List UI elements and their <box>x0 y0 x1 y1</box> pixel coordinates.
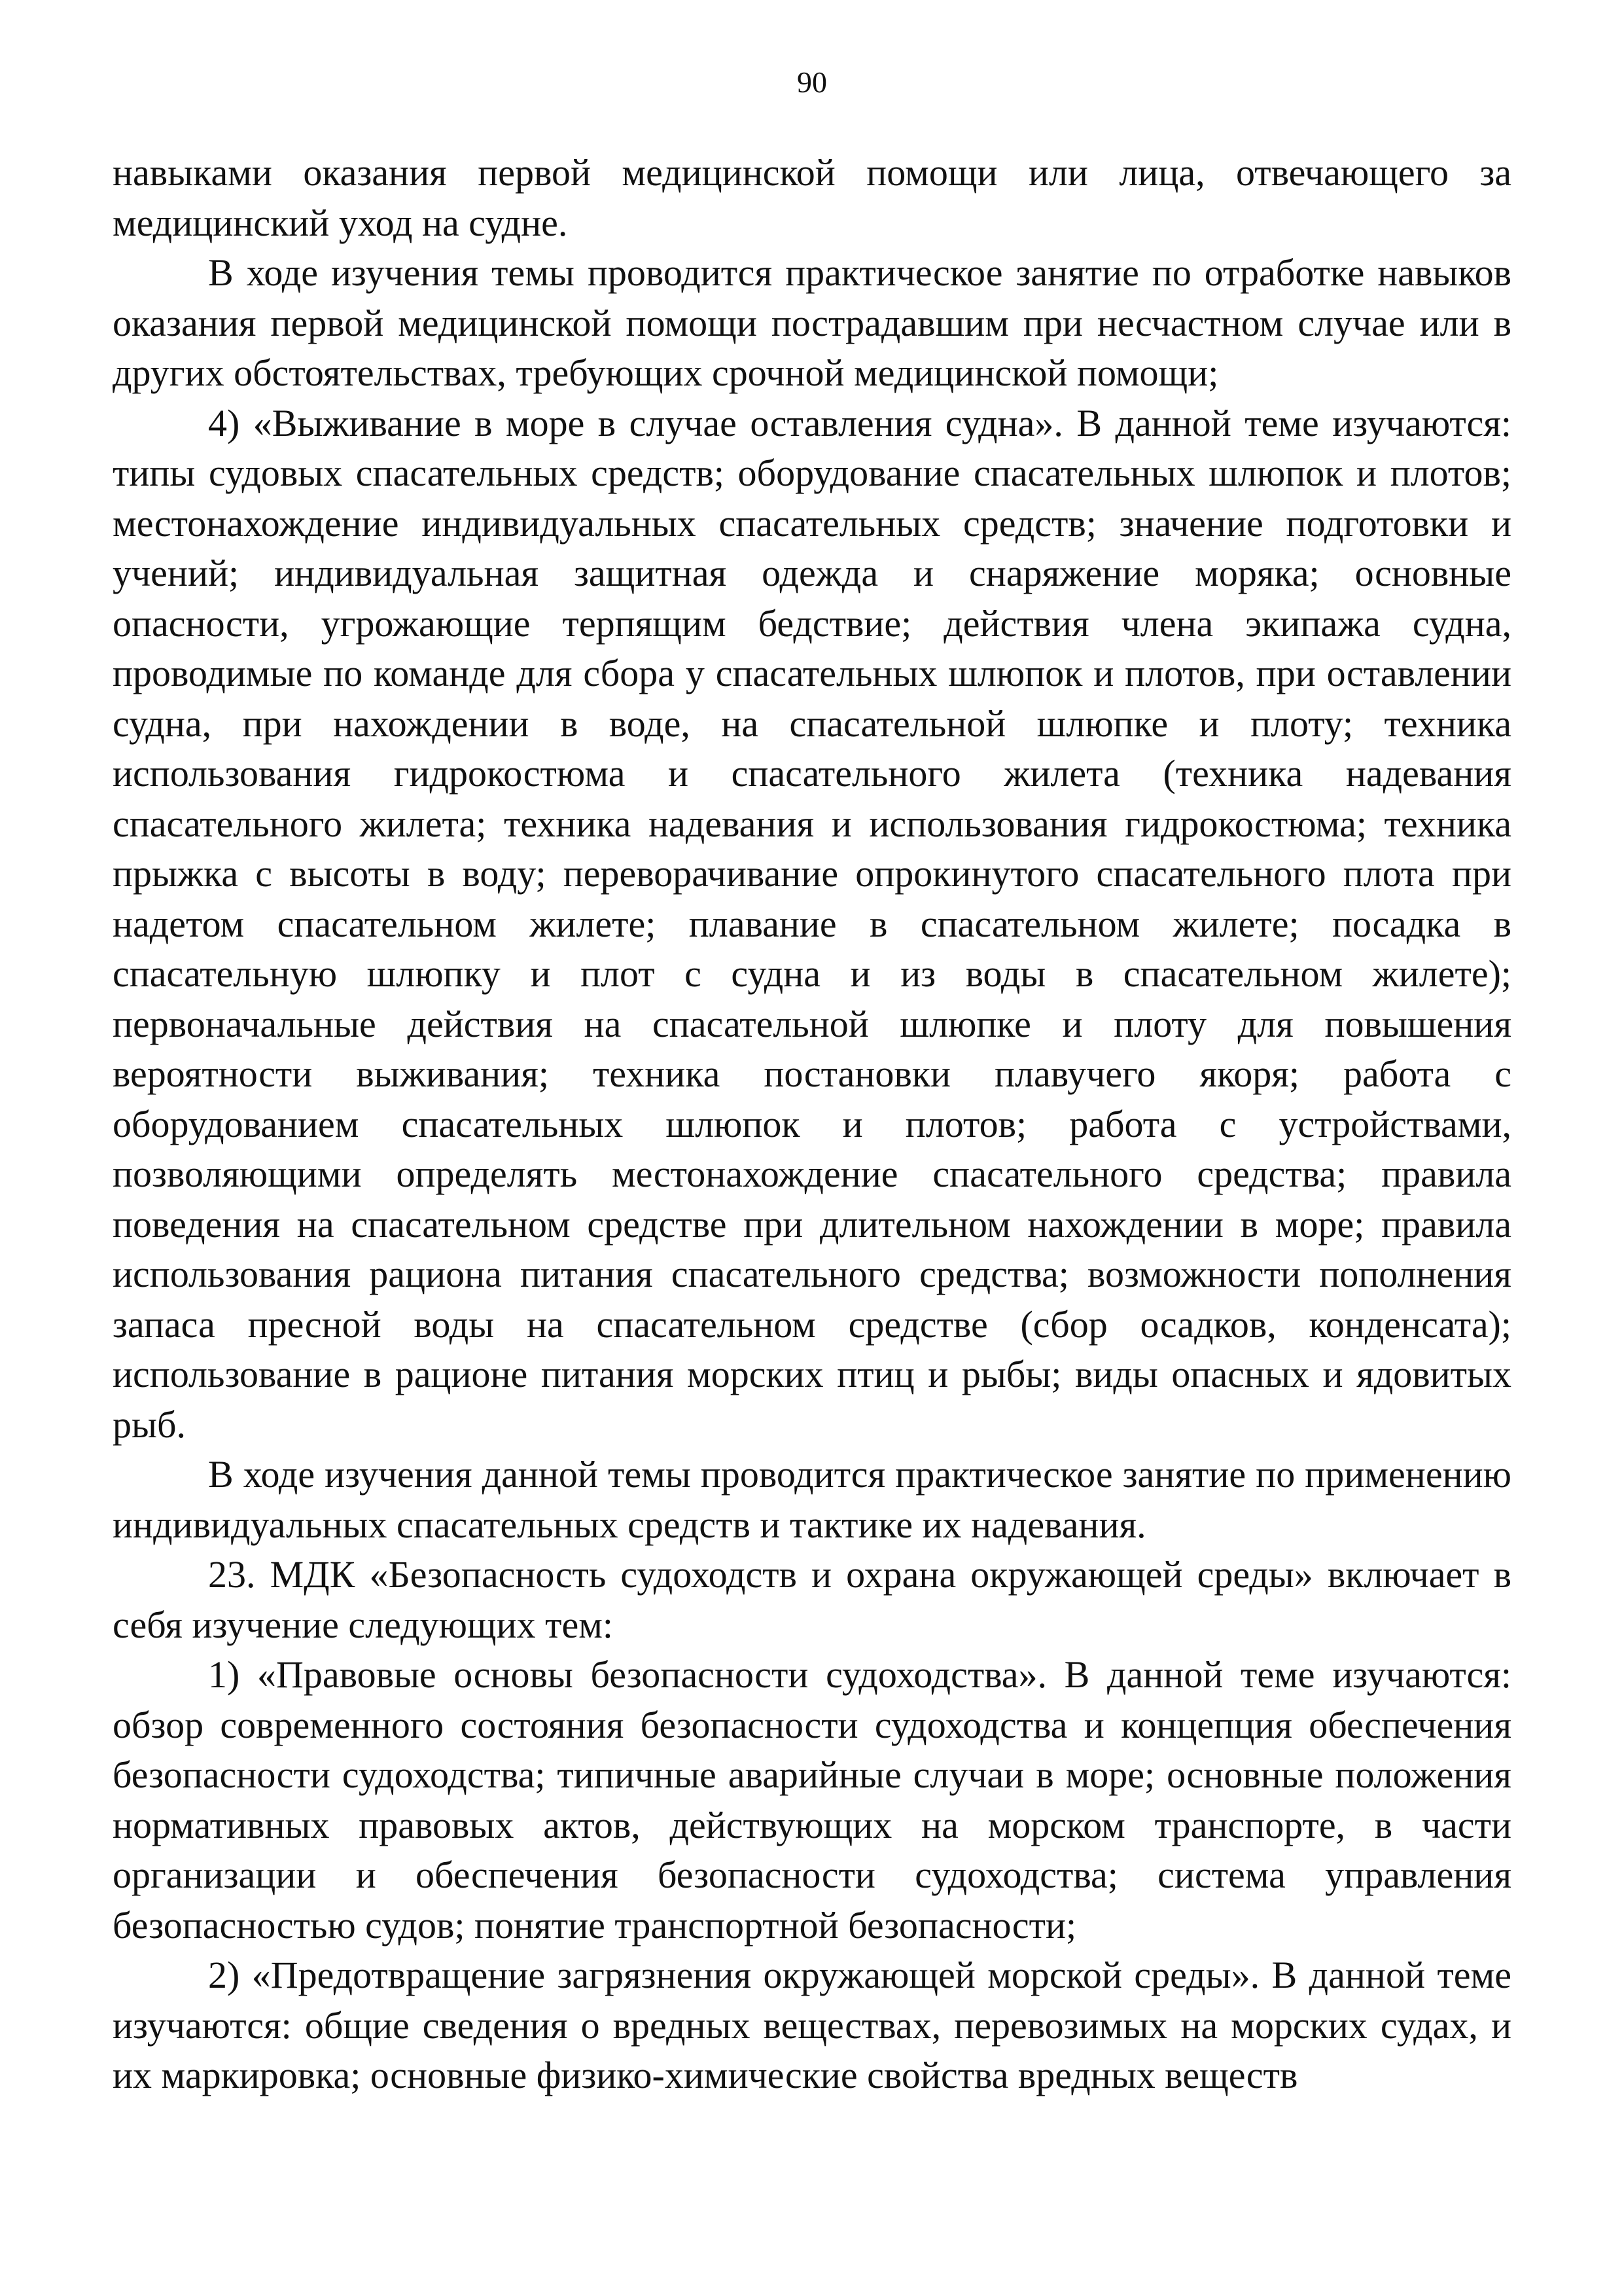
paragraph-continuation: навыками оказания первой медицинской помощи или лица, отвечающего за медицинский уход на судне. <box>113 151 1511 244</box>
paragraph-practical-life-saving: В ходе изучения данной темы проводится практическое занятие по применению индивидуальных спасательных средств и тактике их надевания. <box>113 1453 1511 1546</box>
paragraph-topic-4-survival-at-sea: 4) «Выживание в море в случае оставления судна». В данной теме изучаются: типы судовых спасательных средств; оборудование спасательных шлюпок и плотов; местонахождение индивидуальных спасательных средств; значение подготовки и учений; индивидуальная защитная одежда и снаряжение моряка; основные опасности, угрожающие терпящим бедствие; действия члена экипажа судна, проводимые по команде для сбора у спасательных шлюпок и плотов, при оставлении судна, при нахождении в воде, на спасательной шлюпке и плоту; техника использования гидрокостюма и спасательного жилета (техника надевания спасательного жилета; техника надевания и использования гидрокостюма; техника прыжка с высоты в воду; переворачивание опрокинутого спасательного плота при надетом спасательном жилете; плавание в спасательном жилете; посадка в спасательную шлюпку и плот с судна и из воды в спасательном жилете); первоначальные действия на спасательной шлюпке и плоту для повышения вероятности выживания; техника постановки плавучего якоря; работа с оборудованием спасательных шлюпок и плотов; работа с устройствами, позволяющими определять местонахождение спасательного средства; правила поведения на спасательном средстве при длительном нахождении в море; правила использования рациона питания спасательного средства; возможности пополнения запаса пресной воды на спасательном средстве (сбор осадков, конденсата); использование в рационе питания морских птиц и рыбы; виды опасных и ядовитых рыб. <box>113 401 1511 1446</box>
page-number: 90 <box>797 65 827 99</box>
paragraph-practical-first-aid: В ходе изучения темы проводится практическое занятие по отработке навыков оказания первой медицинской помощи пострадавшим при несчастном случае или в других обстоятельствах, требующих срочной медицинской помощи; <box>113 251 1511 394</box>
paragraph-topic-1-legal-basis: 1) «Правовые основы безопасности судоходства». В данной теме изучаются: обзор современного состояния безопасности судоходства и концепция обеспечения безопасности судоходства; типичные аварийные случаи в море; основные положения нормативных правовых актов, действующих на морском транспорте, в части организации и обеспечения безопасности судоходства; система управления безопасностью судов; понятие транспортной безопасности; <box>113 1653 1511 1946</box>
document-body <box>113 148 1511 2101</box>
paragraph-item-23-mdk: 23. МДК «Безопасность судоходств и охрана окружающей среды» включает в себя изучение следующих тем: <box>113 1553 1511 1646</box>
paragraph-topic-2-pollution-prevention: 2) «Предотвращение загрязнения окружающей морской среды». В данной теме изучаются: общие сведения о вредных веществах, перевозимых на морских судах, и их маркировка; основные физико-химические свойства вредных веществ <box>113 1954 1511 2096</box>
